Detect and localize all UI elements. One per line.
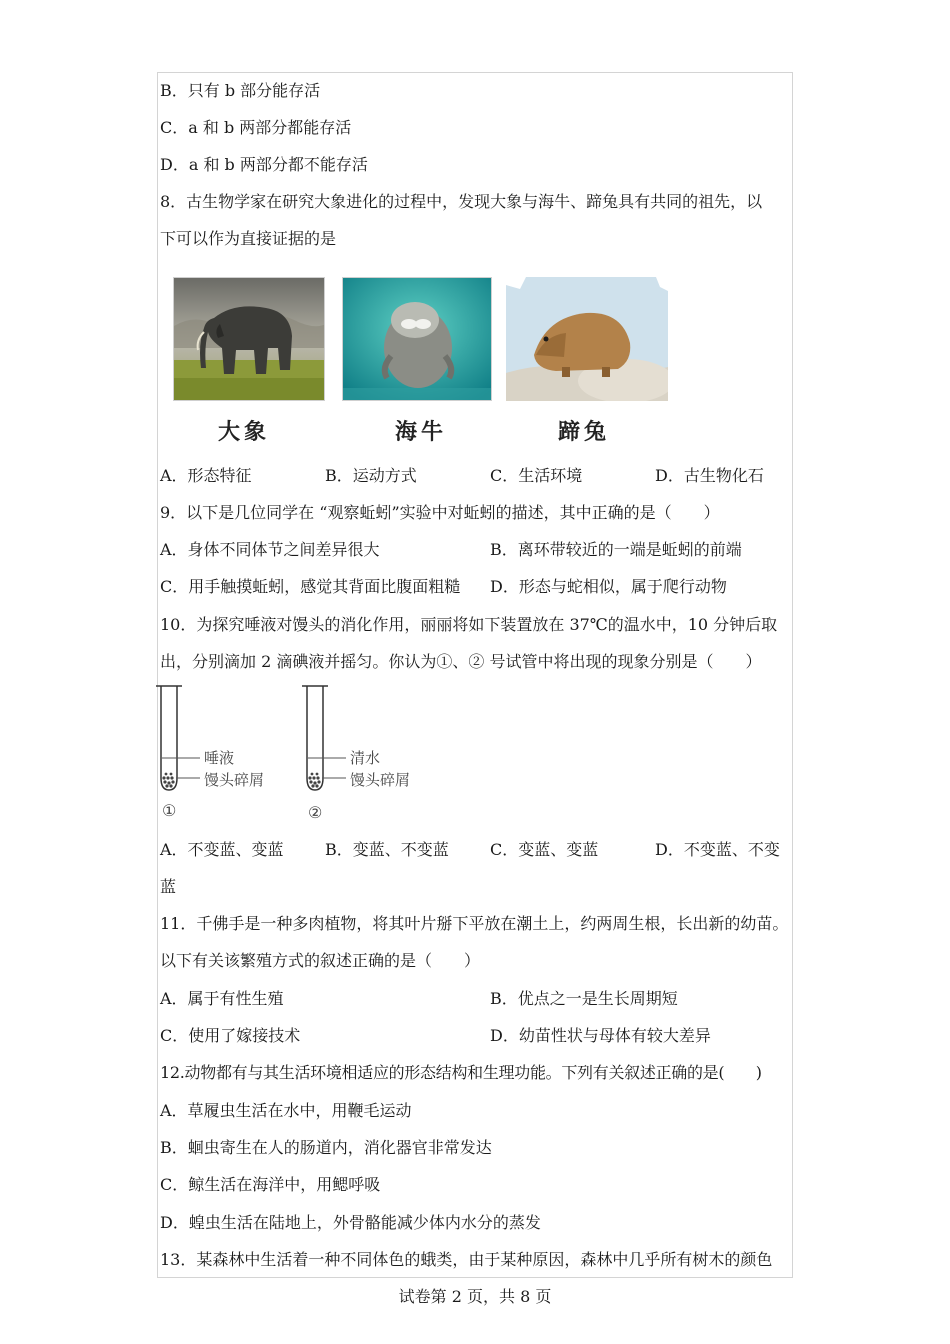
q10-option-d: D．不变蓝、不变 (655, 840, 780, 859)
q7-option-c: C．a 和 b 两部分都能存活 (160, 118, 352, 137)
q9-option-b: B．离环带较近的一端是蚯蚓的前端 (490, 540, 742, 559)
q8-stem-line2: 下可以作为直接证据的是 (160, 229, 337, 248)
q11-stem-line2: 以下有关该繁殖方式的叙述正确的是（ ） (160, 951, 481, 970)
q8-option-a: A．形态特征 (160, 466, 252, 485)
test-tube-diagram (156, 682, 426, 832)
q13-stem-line1: 13．某森林中生活着一种不同体色的蛾类，由于某种原因，森林中几乎所有树木的颜色 (160, 1250, 773, 1269)
q8-stem-line1: 8．古生物学家在研究大象进化的过程中，发现大象与海牛、蹄兔具有共同的祖先，以 (160, 192, 763, 211)
q10-options (160, 839, 792, 861)
tube1-label-bread: 馒头碎屑 (204, 771, 265, 789)
q12-option-d: D．蝗虫生活在陆地上，外骨骼能减少体内水分的蒸发 (160, 1213, 541, 1232)
q10-option-d-wrap: 蓝 (160, 877, 177, 896)
q11-stem-line1: 11．千佛手是一种多肉植物，将其叶片掰下平放在潮土上，约两周生根，长出新的幼苗。 (160, 914, 789, 933)
caption-manatee: 海牛 (395, 419, 448, 445)
q11-options-row1 (160, 988, 792, 1010)
q11-option-a: A．属于有性生殖 (160, 989, 284, 1008)
elephant-image (173, 277, 325, 401)
q9-option-c: C．用手触摸蚯蚓，感觉其背面比腹面粗糙 (160, 577, 461, 596)
page-frame (157, 72, 793, 1278)
q11-options-row2 (160, 1025, 792, 1047)
tube2-label-bread: 馒头碎屑 (350, 771, 411, 789)
q11-option-b: B．优点之一是生长周期短 (490, 989, 678, 1008)
q10-option-c: C．变蓝、变蓝 (490, 840, 599, 859)
q9-option-a: A．身体不同体节之间差异很大 (160, 540, 380, 559)
q11-option-c: C．使用了嫁接技术 (160, 1026, 301, 1045)
caption-hyrax: 蹄兔 (558, 419, 611, 445)
tube2-label-water: 清水 (350, 749, 381, 767)
q8-option-d: D．古生物化石 (655, 466, 764, 485)
q9-stem: 9．以下是几位同学在 “观察蚯蚓”实验中对蚯蚓的描述，其中正确的是（ ） (160, 503, 720, 522)
q8-option-b: B．运动方式 (325, 466, 417, 485)
manatee-image (342, 277, 492, 401)
q12-stem: 12.动物都有与其生活环境相适应的形态结构和生理功能。下列有关叙述正确的是( ) (160, 1063, 762, 1082)
q8-options (160, 465, 792, 487)
q10-option-a: A．不变蓝、变蓝 (160, 840, 284, 859)
q7-option-b: B．只有 b 部分能存活 (160, 81, 321, 100)
tube2-number: ② (308, 803, 323, 822)
q7-option-d: D．a 和 b 两部分都不能存活 (160, 155, 368, 174)
q12-option-c: C．鲸生活在海洋中，用鳃呼吸 (160, 1175, 381, 1194)
q11-option-d: D．幼苗性状与母体有较大差异 (490, 1026, 711, 1045)
q8-option-c: C．生活环境 (490, 466, 583, 485)
page-footer: 试卷第 2 页，共 8 页 (398, 1287, 552, 1306)
q9-options-row1 (160, 539, 792, 561)
q10-option-b: B．变蓝、不变蓝 (325, 840, 449, 859)
hyrax-image (506, 277, 668, 401)
caption-elephant: 大象 (218, 419, 271, 445)
q12-option-a: A．草履虫生活在水中，用鞭毛运动 (160, 1101, 412, 1120)
test-tube-2 (302, 686, 328, 790)
q10-stem-line1: 10．为探究唾液对馒头的消化作用，丽丽将如下装置放在 37℃的温水中，10 分钟后取 (160, 615, 778, 634)
tube1-label-saliva: 唾液 (204, 749, 235, 767)
q9-option-d: D．形态与蛇相似，属于爬行动物 (490, 577, 727, 596)
test-tube-1 (156, 686, 182, 790)
tube1-number: ① (162, 801, 177, 820)
q12-option-b: B．蛔虫寄生在人的肠道内，消化器官非常发达 (160, 1138, 492, 1157)
q10-stem-line2: 出，分别滴加 2 滴碘液并摇匀。你认为①、② 号试管中将出现的现象分别是（ ） (160, 652, 762, 671)
q9-options-row2 (160, 576, 792, 598)
